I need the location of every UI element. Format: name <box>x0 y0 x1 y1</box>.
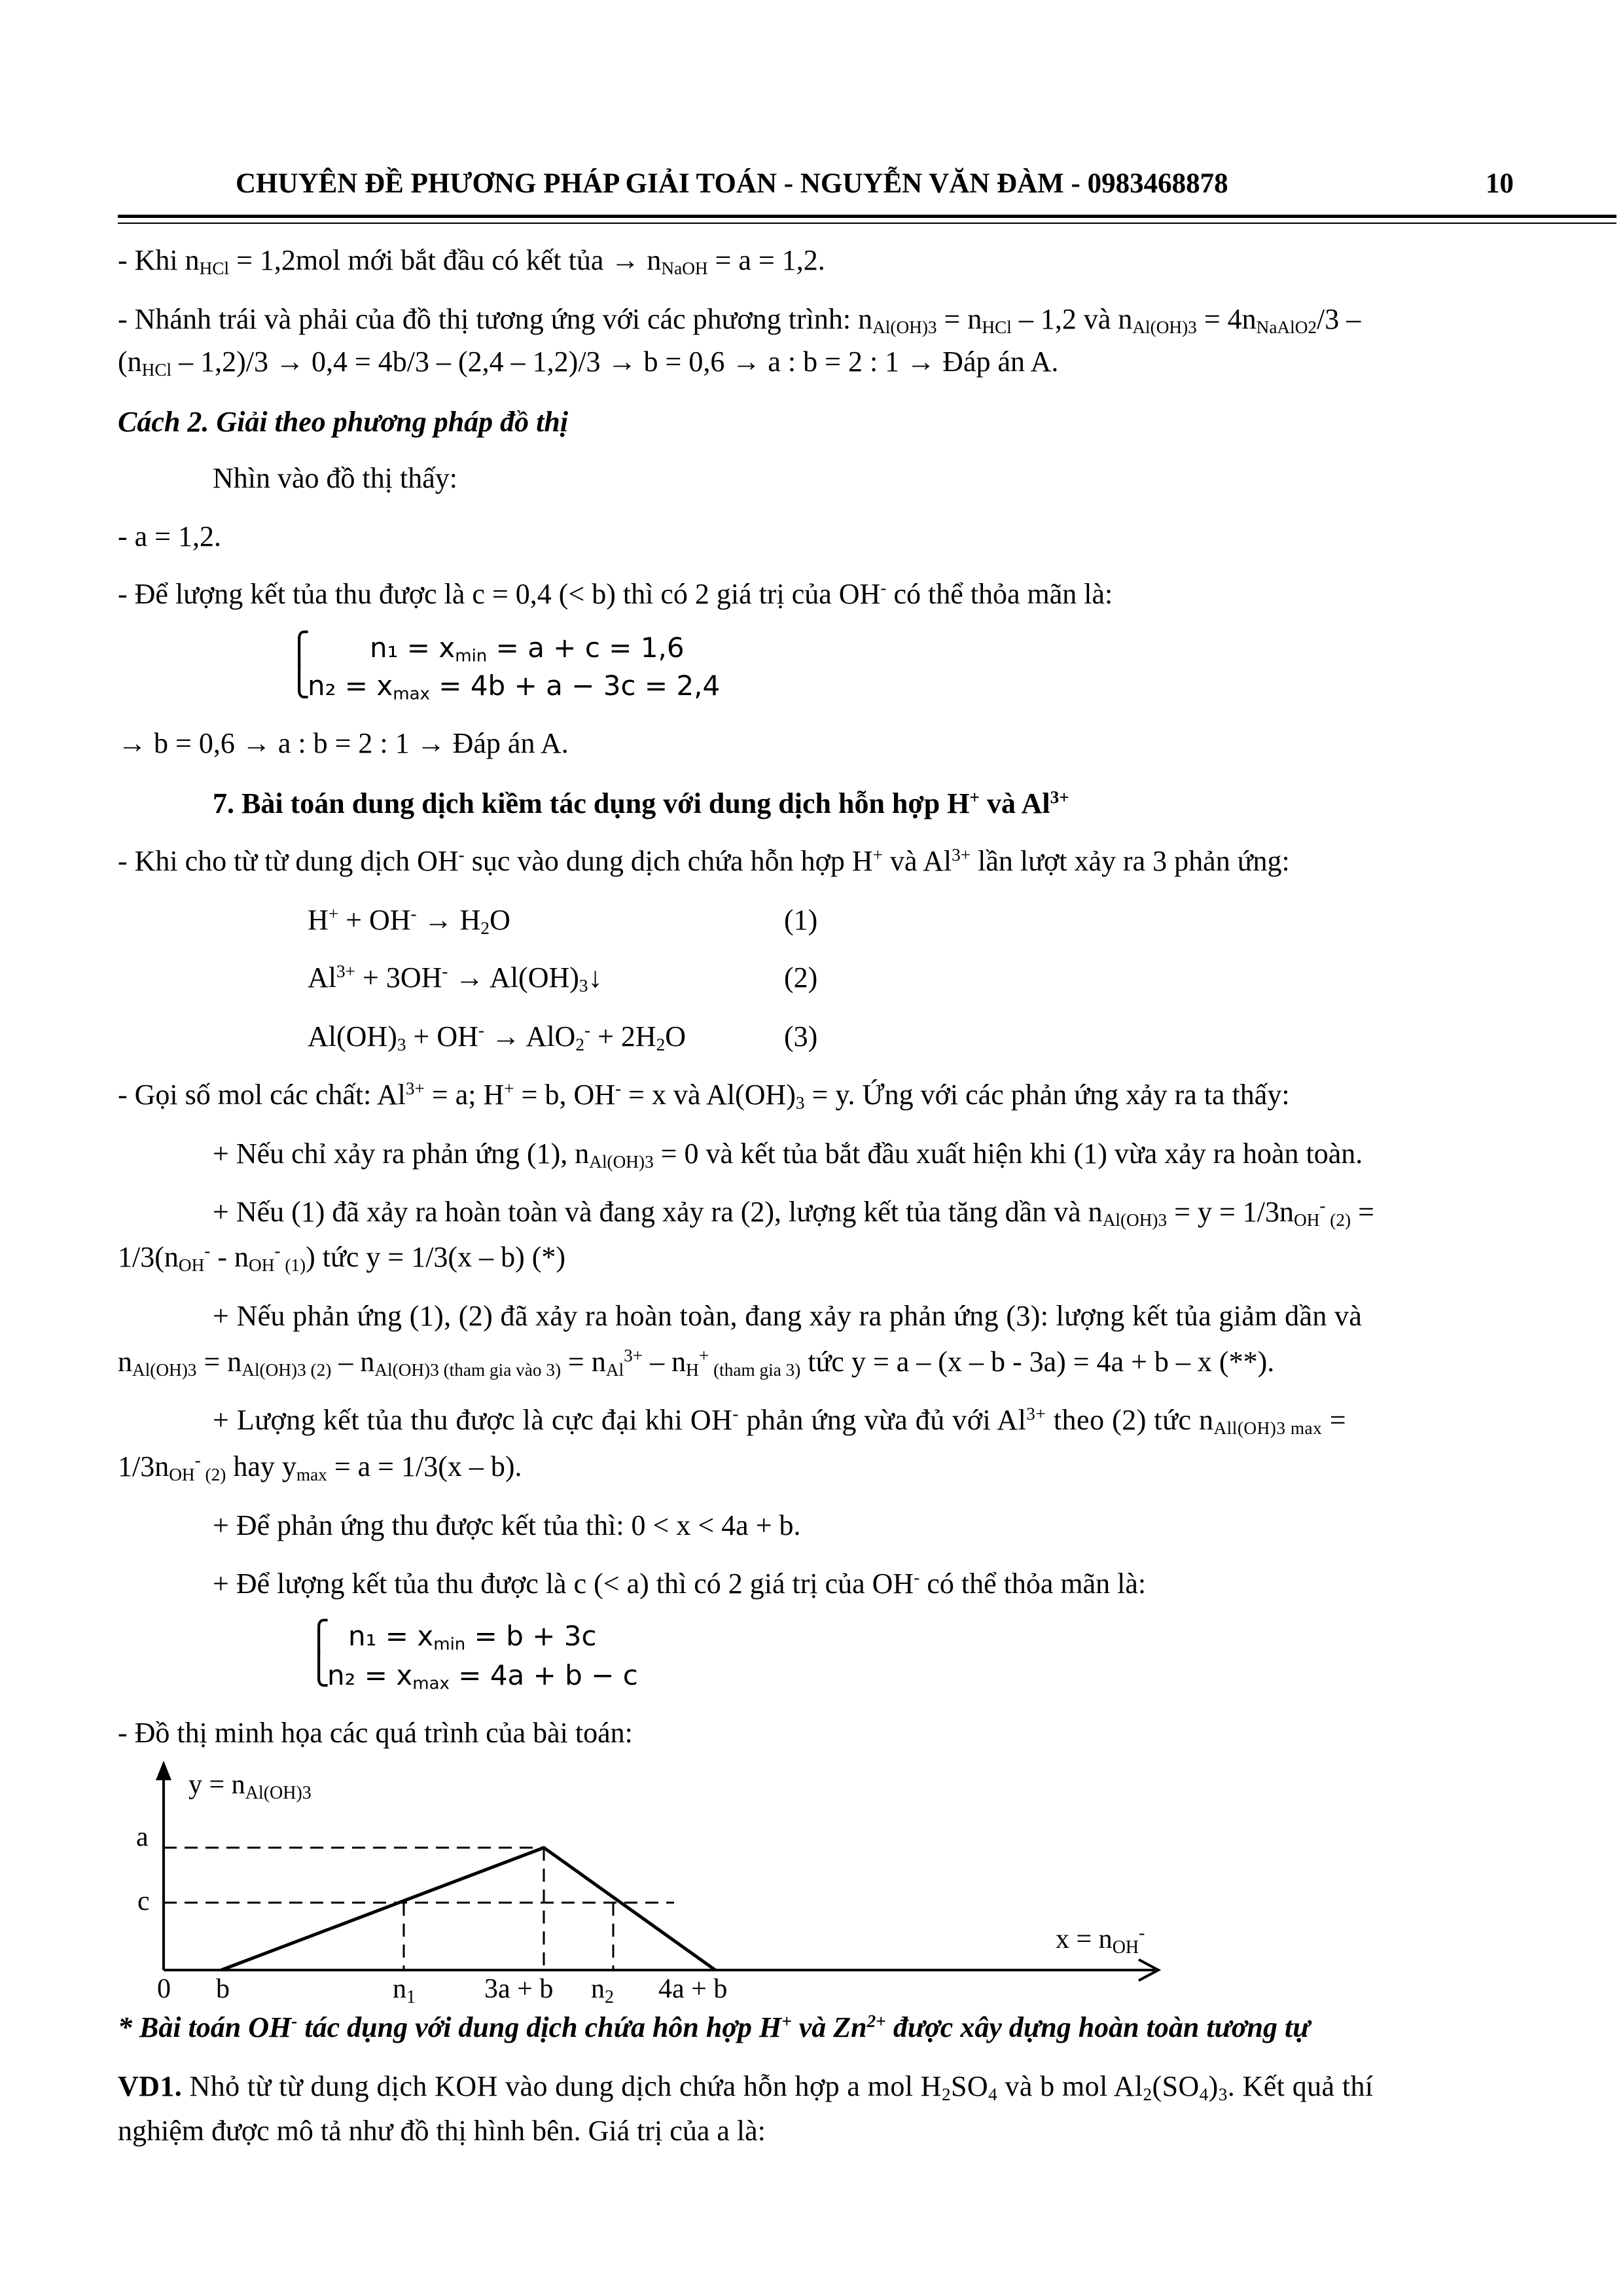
reaction-3-number: (3) <box>784 1020 818 1052</box>
text-conclusion: → b = 0,6 → a : b = 2 : 1 → Đáp án A. <box>118 727 569 759</box>
x-label: x = nOH- <box>1056 1923 1145 1958</box>
bullet-3: + Nếu phản ứng (1), (2) đã xảy ra hoàn toàn, đang xảy ra phản ứng (3): lượng kết tủa giảm dần và <box>213 1300 1363 1332</box>
series-line <box>221 1848 715 1970</box>
header-rule-thick <box>118 215 1616 218</box>
bullet-1: + Nếu chỉ xảy ra phản ứng (1), $n_{Al(OH)3} = 0$ và kết tủa bắt đầu xuất hiện khi (1) vừa xảy ra hoàn toàn. <box>213 1138 1363 1172</box>
bullet-2-cont: $1/3(n_{OH}^- - n_{OH}^-$ $_{(1)}$) tức y = 1/3(x – b) (*) <box>118 1241 566 1275</box>
x-tick-3a-b: 3a + b <box>484 1974 554 2003</box>
header-title: CHUYÊN ĐỀ PHƯƠNG PHÁP GIẢI TOÁN - NGUYỄN VĂN ĐÀM - 0983468878 <box>236 168 1228 199</box>
system-brace-2b: ⎩ <box>308 1651 330 1687</box>
header-rule-thin <box>118 223 1616 224</box>
text-nhin: Nhìn vào đồ thị thấy: <box>213 462 457 494</box>
note-zn: * Bài toán OH- tác dụng với dung dịch chứa hôn hợp H+ và $Zn^{2+}$ được xây dựng hoàn toàn tương tự <box>118 2011 1310 2043</box>
example-vd1-cont: nghiệm được mô tả như đồ thị hình bên. Giá trị của a là: <box>118 2115 766 2147</box>
reaction-1: $H^+ + OH^- \to H_2O$ <box>308 904 510 938</box>
y-tick-c: c <box>137 1886 150 1916</box>
bullet-4-cont: $1/3n_{OH}^-$ $_{(2)}$ hay $y_{max} = a = 1/3(x - b)$. <box>118 1450 522 1484</box>
x-tick-b: b <box>216 1974 230 2003</box>
text-line-1: - Khi $n_{HCl} = 1,2mol$ mới bắt đầu có kết tủa → $n_{NaOH} = a = 1,2$. <box>118 244 825 278</box>
bullet-3-cont: $n_{Al(OH)3} = n_{Al(OH)3 (2)} - n_{Al(OH)3 (tham gia vào 3)} = n_{Al}^{3+} - n_H^+$ $_{(tham gia 3)}$ tức y = a – (x – b - 3a) = 4a + b – x (**). <box>118 1346 1275 1380</box>
system-brace-1b: ⎩ <box>288 663 311 698</box>
y-axis-arrow <box>156 1761 171 1780</box>
system-1-row-1: $n_1 = x_{min} = a + c = 1,6$ <box>370 632 685 666</box>
bullet-4: + Lượng kết tủa thu được là cực đại khi OH- phản ứng vừa đủ với $Al^{3+}$ theo (2) tức $n_{All(OH)3 max}$ = <box>213 1404 1347 1438</box>
text-intro-reactions: - Khi cho từ từ dung dịch OH- sục vào dung dịch chứa hỗn hợp H+ và $Al^{3+}$ lần lượt xảy ra 3 phản ứng: <box>118 845 1290 877</box>
reaction-2: $Al^{3+} + 3OH^-$ → $Al(OH)_3↓$ <box>308 961 603 996</box>
system-2-row-1: $n_1 = x_{min} = b + 3c$ <box>348 1620 597 1655</box>
reaction-3: $Al(OH)_3 + OH^- \to AlO_2^- + 2H_2O$ <box>308 1020 687 1054</box>
text-a-value: - a = 1,2. <box>118 520 221 552</box>
bullet-5: + Để phản ứng thu được kết tủa thì: 0 < x < 4a + b. <box>213 1509 801 1541</box>
y-tick-a: a <box>136 1822 149 1852</box>
text-line-2: - Nhánh trái và phải của đồ thị tương ứng với các phương trình: $n_{Al(OH)3} = n_{HCl} - 1,2$ và $n_{Al(OH)3} = 4n_{NaAlO2}/3$ – <box>118 303 1361 337</box>
page-number: 10 <box>1486 168 1514 199</box>
precipitate-chart <box>118 1761 1191 2003</box>
x-tick-n1: n1 <box>393 1974 416 2003</box>
reaction-2-number: (2) <box>784 961 818 994</box>
text-chart-intro: - Đồ thị minh họa các quá trình của bài toán: <box>118 1717 633 1749</box>
x-tick-0: 0 <box>157 1974 171 2003</box>
reaction-1-number: (1) <box>784 904 818 936</box>
example-vd1: VD1. Nhỏ từ từ dung dịch KOH vào dung dịch chứa hỗn hợp a mol $H_2SO_4$ và b mol $Al_2(SO_4)_3$. Kết quả thí <box>118 2070 1374 2104</box>
x-tick-n2: n2 <box>591 1974 614 2003</box>
text-condition-1: - Để lượng kết tủa thu được là c = 0,4 (< b) thì có 2 giá trị của OH- có thể thỏa mãn là: <box>118 578 1113 610</box>
text-variables: - Gọi số mol các chất: $Al^{3+} = a$; H+ = b, OH- = x và $Al(OH)_3 = y$. Ứng với các phản ứng xảy ra ta thấy: <box>118 1079 1290 1113</box>
bullet-6: + Để lượng kết tủa thu được là c (< a) thì có 2 giá trị của OH- có thể thỏa mãn là: <box>213 1568 1147 1600</box>
system-brace-2: ⎧ <box>308 1619 330 1654</box>
section-7-heading: 7. Bài toán dung dịch kiềm tác dụng với dung dịch hỗn hợp H+ và $Al^{3+}$ <box>213 787 1069 819</box>
system-2-row-2: $n_2 = x_{max} = 4a + b - c$ <box>327 1659 638 1694</box>
x-tick-4a-b: 4a + b <box>658 1974 728 2003</box>
system-1-row-2: $n_2 = x_{max} = 4b + a - 3c = 2,4$ <box>308 670 721 704</box>
bullet-2: + Nếu (1) đã xảy ra hoàn toàn và đang xảy ra (2), lượng kết tủa tăng dần và $n_{Al(OH)3} = y = 1/3n_{OH}^-$ $_{(2)}$ = <box>213 1196 1374 1230</box>
system-brace-1: ⎧ <box>288 630 311 666</box>
text-line-3: $(n_{HCl} - 1,2)/3 \to 0,4 = 4b/3 - (2,4 - 1,2)/3 \to b = 0,6 \to a$ : b = 2 : 1 → Đáp án A. <box>118 346 1059 380</box>
y-label: y = nAl(OH)3 <box>188 1770 312 1803</box>
example-label: VD1. <box>118 2070 183 2102</box>
method-2-heading: Cách 2. Giải theo phương pháp đồ thị <box>118 406 569 438</box>
